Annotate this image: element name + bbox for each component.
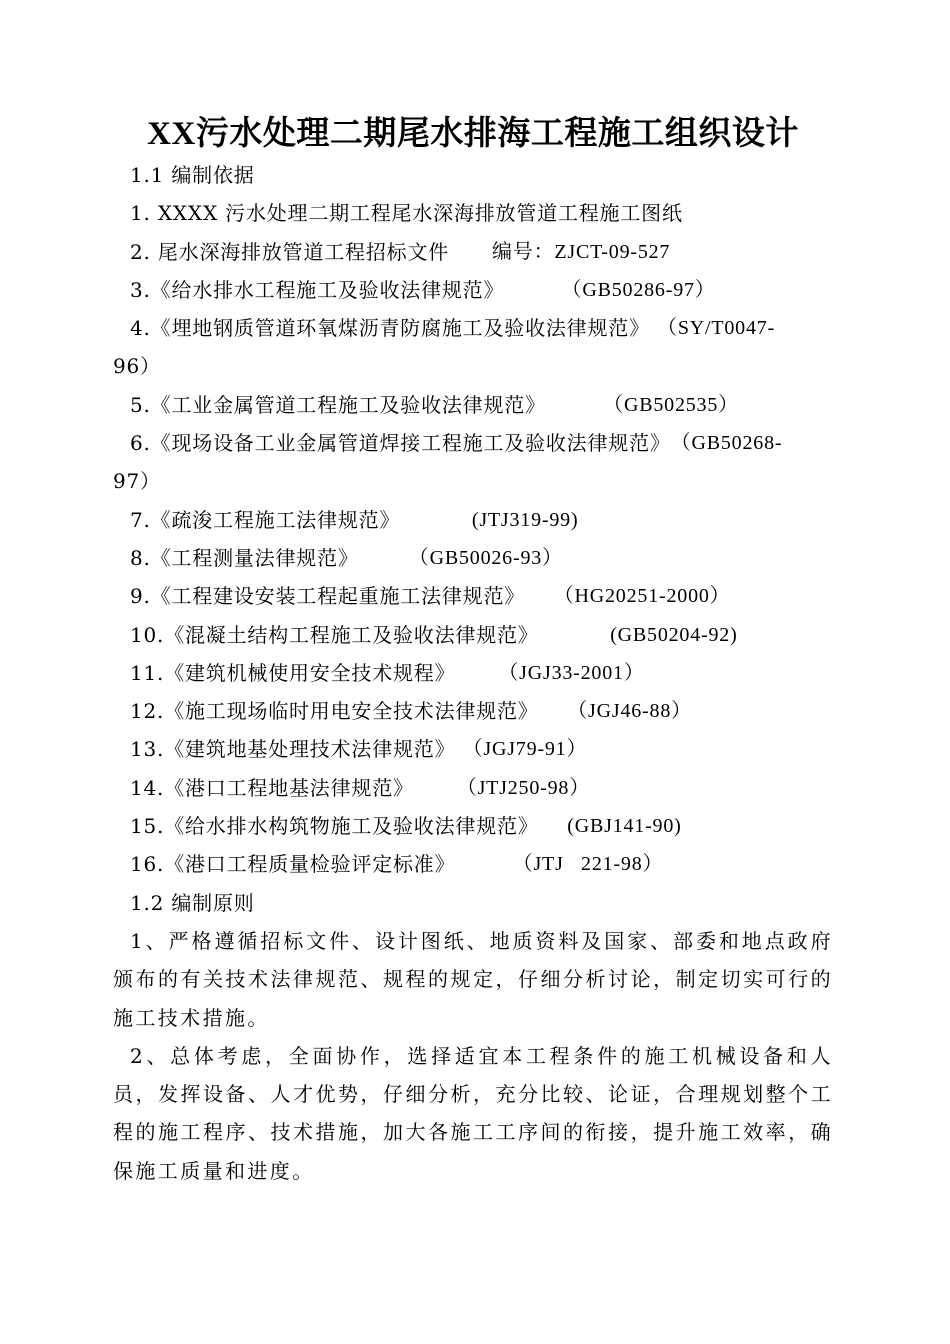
reference-title: 9.《工程建设安装工程起重施工法律规范》 [130, 584, 554, 609]
reference-title: 11.《建筑机械使用安全技术规程》 [130, 660, 499, 685]
reference-title: 15.《给水排水构筑物施工及验收法律规范》 [130, 814, 568, 839]
reference-title: 10.《混凝土结构工程施工及验收法律规范》 [130, 622, 611, 647]
reference-title: 13.《建筑地基处理技术法律规范》 [130, 737, 463, 762]
reference-item [113, 616, 833, 654]
reference-item [113, 845, 833, 883]
reference-title: 4.《埋地钢质管道环氧煤沥青防腐施工及验收法律规范》 [130, 316, 658, 341]
reference-title: 5.《工业金属管道工程施工及验收法律规范》 [130, 392, 604, 417]
document-title: XX污水处理二期尾水排海工程施工组织设计 [147, 116, 799, 152]
reference-title: 8.《工程测量法律规范》 [130, 545, 409, 570]
reference-title: 12.《施工现场临时用电安全技术法律规范》 [130, 699, 568, 724]
reference-title: 96） [113, 354, 161, 379]
principle-paragraph-2: 2、总体考虑，全面协作，选择适宜本工程条件的施工机械设备和人员，发挥设备、人才优势，仔细分析，充分比较、论证，合理规划整个工程的施工程序、技术措施，加大各施工工序间的衔接，提升施工效率，确保施工质量和进度。 [113, 1043, 833, 1183]
reference-title: 7.《疏浚工程施工法律规范》 [130, 507, 472, 532]
reference-item [113, 501, 833, 539]
reference-item [113, 807, 833, 845]
reference-title: 1. XXXX 污水处理二期工程尾水深海排放管道工程施工图纸 [130, 201, 683, 226]
reference-code: （GB50026-93） [408, 546, 563, 569]
reference-item [113, 462, 833, 500]
reference-item [113, 730, 833, 768]
reference-item [113, 539, 833, 577]
section-heading-1-1: 1.1 编制依据 [130, 163, 255, 187]
reference-code: （JTJ 221-98） [512, 853, 664, 876]
reference-item [113, 654, 833, 692]
reference-code: (JTJ319-99) [471, 508, 579, 531]
reference-title: 16.《港口工程质量检验评定标准》 [130, 852, 513, 877]
reference-code: (GB50204-92) [610, 623, 738, 646]
reference-item [113, 194, 833, 232]
reference-code: （HG20251-2000） [553, 585, 731, 608]
section-heading-1-2: 1.2 编制原则 [130, 890, 255, 915]
reference-code: （JGJ46-88） [567, 700, 692, 723]
reference-item [113, 347, 833, 385]
reference-item [113, 271, 833, 309]
reference-code: （GB50286-97） [561, 278, 716, 301]
reference-title: 3.《给水排水工程施工及验收法律规范》 [130, 277, 562, 302]
reference-item [113, 424, 833, 462]
reference-item [113, 769, 833, 807]
reference-item [113, 692, 833, 730]
reference-code: （GB50268- [670, 432, 783, 455]
reference-title: 14.《港口工程地基法律规范》 [130, 775, 457, 800]
reference-code: （JGJ33-2001） [498, 661, 645, 684]
reference-title: 2. 尾水深海排放管道工程招标文件 [130, 239, 492, 264]
reference-item [113, 309, 833, 347]
document-page [113, 112, 833, 1190]
reference-code: （GB502535） [603, 393, 739, 416]
reference-item [113, 386, 833, 424]
reference-code: （JTJ250-98） [456, 776, 591, 799]
reference-item [113, 577, 833, 615]
reference-code: （SY/T0047- [657, 317, 776, 340]
reference-code: （JGJ79-91） [462, 738, 588, 761]
reference-title: 97） [113, 469, 161, 494]
reference-list [113, 194, 833, 883]
reference-code: (GBJ141-90) [567, 815, 682, 838]
reference-title: 6.《现场设备工业金属管道焊接工程施工及验收法律规范》 [130, 431, 671, 456]
reference-code: 编号：ZJCT-09-527 [491, 240, 671, 263]
principle-paragraph-1: 1、严格遵循招标文件、设计图纸、地质资料及国家、部委和地点政府颁布的有关技术法律规范、规程的规定，仔细分析讨论，制定切实可行的施工技术措施。 [113, 928, 833, 1030]
reference-item [113, 233, 833, 271]
